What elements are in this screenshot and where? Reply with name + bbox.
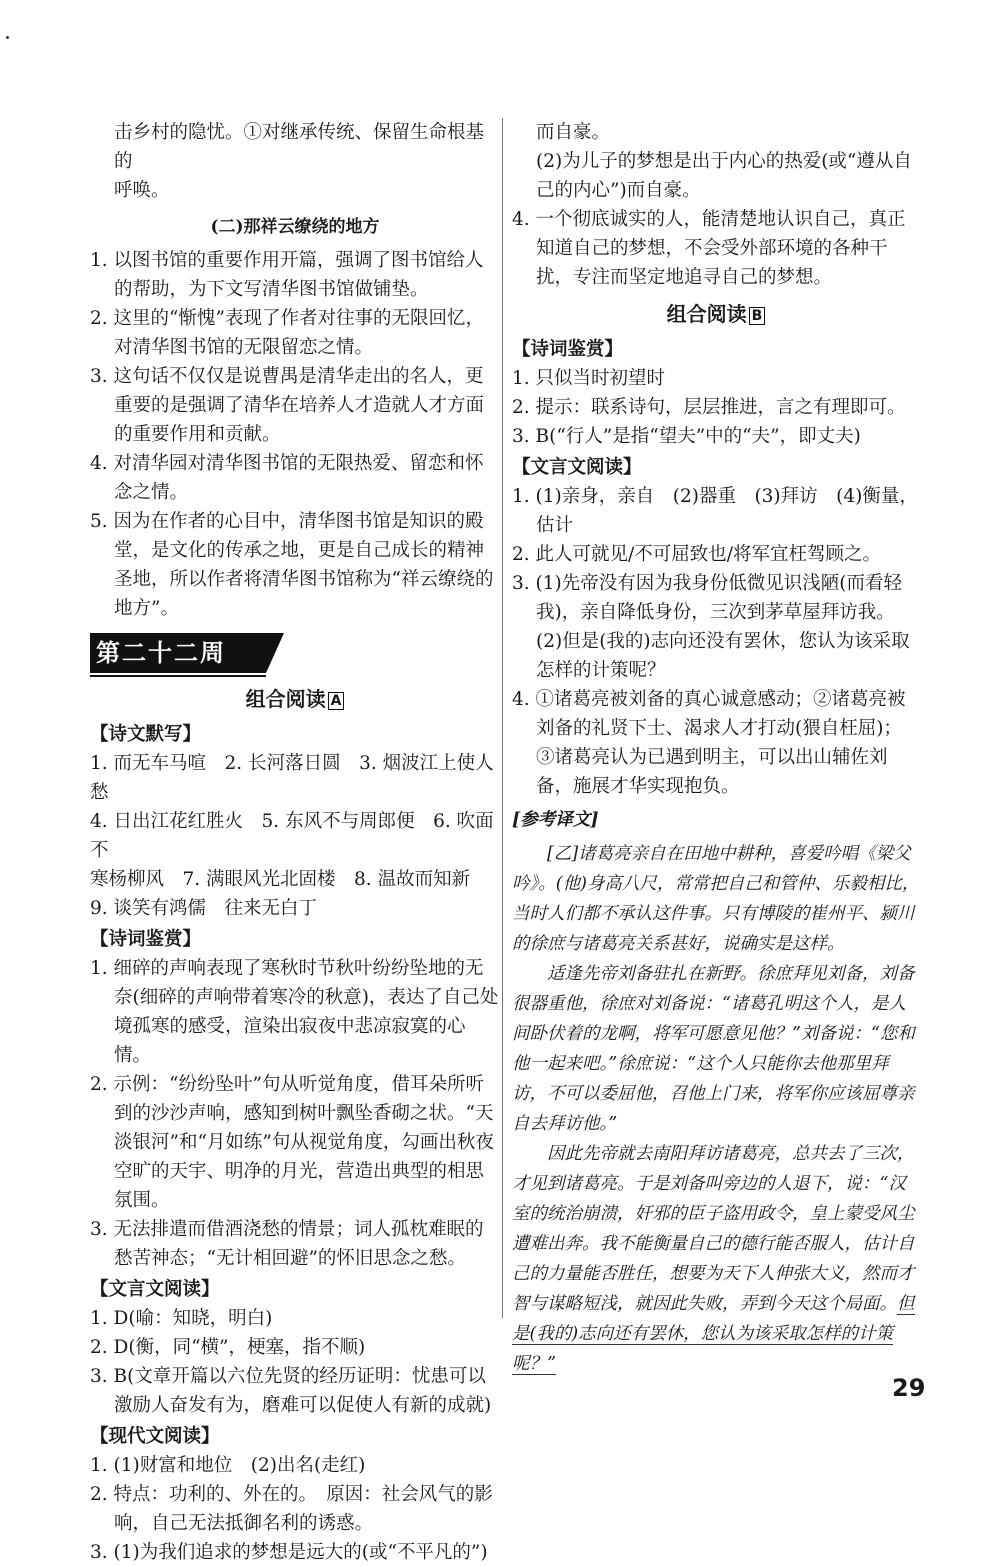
left-column — [90, 118, 500, 1567]
reference-translation — [512, 801, 920, 1379]
group-a-letter-box: A — [328, 692, 345, 710]
continued-item-2: (2)为儿子的梦想是出于内心的热爱(或“遵从自己的内心”)而自豪。 — [536, 151, 912, 201]
translation-paragraph: 适逢先帝刘备驻扎在新野。徐庶拜见刘备，刘备很器重他，徐庶对刘备说：“诸葛孔明这个人，是人间卧伏着的龙啊，将军可愿意见他？”刘备说：“您和他一起来吧。”徐庶说：“这个人只能你去他那里拜访，不可以委屈他，召他上门来，将军你应该屈尊亲自去拜访他。” — [512, 964, 915, 1134]
group-a-title — [90, 685, 500, 714]
classical-item: 1. D(喻：知晓，明白) — [90, 1308, 273, 1329]
classical-item: 2. D(衡，同“横”，梗塞，指不顺) — [90, 1337, 366, 1358]
classical-item: 3. B(文章开篇以六位先贤的经历证明：忧患可以激励人奋发有为，磨难可以促使人有新的成就) — [90, 1366, 492, 1416]
heading-classical: 【文言文阅读】 — [90, 1279, 220, 1300]
poetry-item: 1. 细碎的声响表现了寒秋时节秋叶纷纷坠地的无奈(细碎的声响带着寒冷的秋意)，表达了自己处境孤寒的感受，渲染出寂夜中悲凉寂寞的心情。 — [90, 958, 499, 1066]
dictation-line: 4. 日出江花红胜火 5. 东风不与周郎便 6. 吹面不 — [90, 811, 494, 861]
reference-translation-heading: [参考译文] — [512, 810, 599, 830]
heading-poetry: 【诗词鉴赏】 — [90, 929, 202, 950]
week-banner — [90, 633, 500, 677]
poetry-item: 3. B(“行人”是指“望夫”中的“夫”，即丈夫) — [512, 426, 861, 447]
column-divider — [502, 118, 503, 1318]
continued-line: 而自豪。 — [536, 122, 611, 143]
heading-poetry-b: 【诗词鉴赏】 — [512, 339, 624, 360]
group-b-title — [512, 300, 920, 329]
modern-item: 2. 特点：功利的、外在的。 原因：社会风气的影响，自己无法抵御名利的诱惑。 — [90, 1484, 493, 1534]
week-banner-underline — [90, 675, 266, 677]
answer-item: 5. 因为在作者的心目中，清华图书馆是知识的殿堂，是文化的传承之地，更是自己成长的精神圣地，所以作者将清华图书馆称为“祥云缭绕的地方”。 — [90, 511, 494, 619]
dictation-line: 寒杨柳风 7. 满眼风光北固楼 8. 温故而知新 — [90, 869, 471, 890]
heading-modern: 【现代文阅读】 — [90, 1426, 220, 1447]
classical-item: 3. (1)先帝没有因为我身份低微见识浅陋(而看轻我)，亲自降低身份，三次到茅草屋拜访我。 — [512, 573, 902, 623]
translation-paragraph — [512, 1139, 920, 1379]
answer-item-4: 4. 一个彻底诚实的人，能清楚地认识自己，真正知道自己的梦想，不会受外部环境的各种干扰，专注而坚定地追寻自己的梦想。 — [512, 209, 906, 288]
modern-item: 1. (1)财富和地位 (2)出名(走红) — [90, 1455, 366, 1476]
underlined-translation: 但是(我的)志向还有罢休，您认为该采取怎样的计策呢？” — [512, 1294, 915, 1374]
answer-item: 4. 对清华园对清华图书馆的无限热爱、留恋和怀念之情。 — [90, 453, 484, 503]
group-a-title-text: 组合阅读 — [245, 687, 326, 711]
answer-item: 1. 以图书馆的重要作用开篇，强调了图书馆给人的帮助，为下文写清华图书馆做铺垫。 — [90, 250, 484, 300]
dictation-line: 1. 而无车马喧 2. 长河落日圆 3. 烟波江上使人愁 — [90, 753, 494, 803]
week-banner-tail — [266, 633, 284, 673]
group-b-title-text: 组合阅读 — [666, 302, 747, 326]
margin-dot — [6, 36, 9, 39]
intro-line-2: 呼唤。 — [114, 180, 170, 201]
answer-item: 2. 这里的“惭愧”表现了作者对往事的无限回忆，对清华图书馆的无限留恋之情。 — [90, 308, 484, 358]
translation-text: 因此先帝就去南阳拜访诸葛亮，总共去了三次，才见到诸葛亮。于是刘备叫旁边的人退下，说：“汉室的统治崩溃，奸邪的臣子盗用政令，皇上蒙受风尘遭难出奔。我不能衡量自己的德行能否服人，估计自己的力量能否胜任，想要为天下人伸张大义，然而才智与谋略短浅，就因此失败，弄到今天这个局面。 — [512, 1144, 915, 1314]
poetry-item: 3. 无法排遣而借酒浇愁的情景；词人孤枕难眠的愁苦神态；“无计相回避”的怀旧思念之愁。 — [90, 1219, 484, 1269]
classical-item-3-2: (2)但是(我的)志向还没有罢休，您认为该采取怎样的计策呢？ — [536, 631, 910, 681]
translation-paragraph: [乙]诸葛亮亲自在田地中耕种，喜爱吟唱《梁父吟》。(他)身高八尺，常常把自己和管仲、乐毅相比，当时人们都不承认这件事。只有博陵的崔州平、颍川的徐庶与诸葛亮关系甚好，说确实是这样。 — [512, 844, 920, 954]
section-2-title: (二)那祥云缭绕的地方 — [210, 217, 380, 237]
answer-item: 3. 这句话不仅仅是说曹禺是清华走出的名人，更重要的是强调了清华在培养人才造就人才方面的重要作用和贡献。 — [90, 366, 485, 445]
heading-dictation: 【诗文默写】 — [90, 724, 202, 745]
page-number: 29 — [892, 1374, 926, 1402]
intro-line-1: 击乡村的隐忧。①对继承传统、保留生命根基的 — [114, 122, 485, 172]
poetry-item: 2. 示例：“纷纷坠叶”句从听觉角度，借耳朵所听到的沙沙声响，感知到树叶飘坠香砌之状。“天淡银河”和“月如练”句从视觉角度，勾画出秋夜空旷的天宇、明净的月光，营造出典型的相思氛围。 — [90, 1074, 494, 1211]
week-label: 第二十二周 — [90, 633, 266, 673]
heading-classical-b: 【文言文阅读】 — [512, 457, 642, 478]
dictation-line: 9. 谈笑有鸿儒 往来无白丁 — [90, 898, 318, 919]
poetry-item: 1. 只似当时初望时 — [512, 368, 666, 389]
classical-item: 2. 此人可就见/不可屈致也/将军宜枉驾顾之。 — [512, 544, 881, 565]
group-b-letter-box: B — [749, 307, 766, 325]
classical-item-4: 4. ①诸葛亮被刘备的真心诚意感动；②诸葛亮被刘备的礼贤下士、渴求人才打动(猥自枉屈)；③诸葛亮认为已遇到明主，可以出山辅佐刘备，施展才华实现抱负。 — [512, 689, 906, 797]
poetry-item: 2. 提示：联系诗句，层层推进，言之有理即可。 — [512, 397, 906, 418]
right-column — [512, 118, 920, 1379]
modern-item: 3. (1)为我们追求的梦想是远大的(或“不平凡的”) — [90, 1542, 488, 1563]
classical-item: 1. (1)亲身，亲自 (2)器重 (3)拜访 (4)衡量，估计 — [512, 486, 918, 536]
